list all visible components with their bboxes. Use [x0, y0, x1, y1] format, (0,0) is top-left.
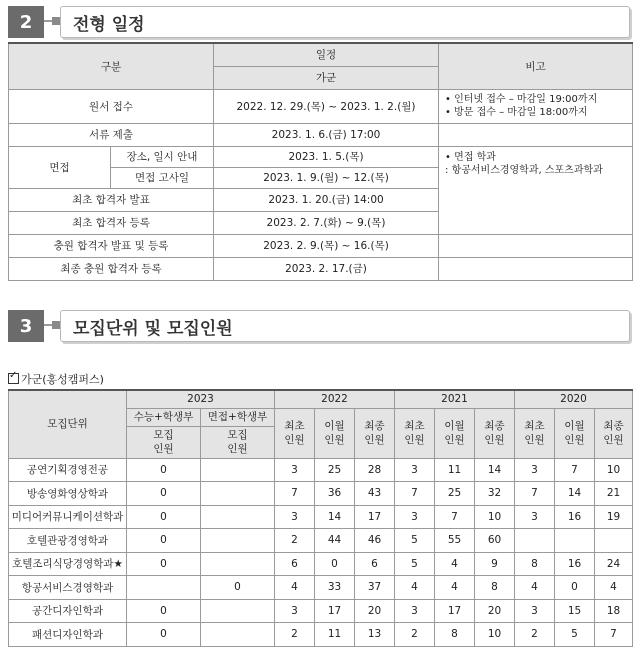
value-cell: 17: [315, 599, 355, 623]
table-row: [9, 123, 633, 146]
col-campus: 가군: [214, 66, 439, 89]
value-cell: 32: [475, 482, 515, 506]
value-cell: 7: [595, 623, 633, 647]
value-cell: 25: [315, 458, 355, 482]
col-schedule: 일정: [214, 43, 439, 66]
value-cell: 17: [355, 505, 395, 529]
value-cell: 11: [315, 623, 355, 647]
value-cell: 0: [127, 529, 201, 553]
row-label: 원서 접수: [9, 89, 214, 123]
value-cell: 7: [435, 505, 475, 529]
value-cell: 46: [355, 529, 395, 553]
col-final: 최종 인원: [475, 408, 515, 458]
value-cell: 0: [315, 552, 355, 576]
value-cell: 3: [395, 458, 435, 482]
row-date: 2023. 1. 6.(금) 17:00: [214, 123, 439, 146]
section-number: 3: [8, 310, 44, 342]
note-application: [439, 89, 633, 123]
value-cell: 60: [475, 529, 515, 553]
value-cell: 0: [127, 458, 201, 482]
table-row: [9, 623, 633, 647]
value-cell: 7: [515, 482, 555, 506]
section-title: 전형 일정: [60, 6, 630, 38]
value-cell: 28: [355, 458, 395, 482]
row-date: 2023. 1. 5.(목): [214, 146, 439, 167]
value-cell: [201, 599, 275, 623]
value-cell: 4: [515, 576, 555, 600]
value-cell: [201, 552, 275, 576]
value-cell: 43: [355, 482, 395, 506]
row-label: 최초 합격자 발표: [9, 188, 214, 211]
value-cell: 4: [275, 576, 315, 600]
value-cell: 4: [595, 576, 633, 600]
value-cell: 3: [275, 505, 315, 529]
section-3-header: [8, 310, 630, 342]
table-row: [9, 234, 633, 257]
col-transfer: 이월 인원: [555, 408, 595, 458]
row-label: 최초 합격자 등록: [9, 211, 214, 234]
col-2020: 2020: [515, 390, 633, 408]
value-cell: 13: [355, 623, 395, 647]
value-cell: [515, 529, 555, 553]
row-label: 서류 제출: [9, 123, 214, 146]
value-cell: 2: [395, 623, 435, 647]
value-cell: 20: [475, 599, 515, 623]
note-interview: [439, 146, 633, 234]
value-cell: 2: [275, 529, 315, 553]
unit-name-cell: 방송영화영상학과: [9, 482, 127, 506]
value-cell: 5: [555, 623, 595, 647]
value-cell: 7: [555, 458, 595, 482]
row-label: 최종 충원 합격자 등록: [9, 257, 214, 280]
value-cell: 33: [315, 576, 355, 600]
row-date: 2023. 1. 20.(금) 14:00: [214, 188, 439, 211]
unit-name-cell: 호텔관광경영학과: [9, 529, 127, 553]
value-cell: 0: [127, 482, 201, 506]
unit-name-cell: 호텔조리식당경영학과★: [9, 552, 127, 576]
value-cell: 3: [395, 505, 435, 529]
value-cell: 5: [395, 529, 435, 553]
table-row: [9, 482, 633, 506]
section-2-header: [8, 6, 630, 38]
unit-name-cell: 항공서비스경영학과: [9, 576, 127, 600]
note-line: • 인터넷 접수 – 마감일 19:00까지: [445, 94, 598, 105]
value-cell: 10: [475, 623, 515, 647]
row-sublabel: 면접 고사일: [111, 167, 214, 188]
table-row: [9, 458, 633, 482]
value-cell: 14: [315, 505, 355, 529]
value-cell: 11: [435, 458, 475, 482]
value-cell: 4: [435, 576, 475, 600]
col-first: 최초 인원: [275, 408, 315, 458]
col-gubun: 구분: [9, 43, 214, 89]
col-2022: 2022: [275, 390, 395, 408]
value-cell: 14: [555, 482, 595, 506]
value-cell: 0: [201, 576, 275, 600]
table-row: [9, 552, 633, 576]
col-2023: 2023: [127, 390, 275, 408]
value-cell: 9: [475, 552, 515, 576]
note-empty: [439, 257, 633, 280]
col-unit: 모집단위: [9, 390, 127, 458]
table-row: [9, 505, 633, 529]
campus-label: [8, 371, 104, 387]
value-cell: 4: [395, 576, 435, 600]
table-row: [9, 599, 633, 623]
value-cell: 25: [435, 482, 475, 506]
value-cell: 8: [515, 552, 555, 576]
col-first: 최초 인원: [515, 408, 555, 458]
table-row: [9, 529, 633, 553]
unit-name-cell: 미디어커뮤니케이션학과: [9, 505, 127, 529]
value-cell: 19: [595, 505, 633, 529]
value-cell: 7: [395, 482, 435, 506]
row-date: 2023. 2. 7.(화) ~ 9.(목): [214, 211, 439, 234]
value-cell: 3: [275, 458, 315, 482]
value-cell: 10: [475, 505, 515, 529]
value-cell: 44: [315, 529, 355, 553]
table-row: [9, 89, 633, 123]
note-empty: [439, 123, 633, 146]
value-cell: [201, 529, 275, 553]
value-cell: 7: [275, 482, 315, 506]
value-cell: 2: [515, 623, 555, 647]
col-group-1: 수능+학생부: [127, 408, 201, 426]
value-cell: 16: [555, 552, 595, 576]
value-cell: 18: [595, 599, 633, 623]
checkbox-icon: [8, 373, 19, 384]
value-cell: 3: [515, 458, 555, 482]
value-cell: 24: [595, 552, 633, 576]
section-title: 모집단위 및 모집인원: [60, 310, 630, 342]
value-cell: 36: [315, 482, 355, 506]
value-cell: 0: [127, 599, 201, 623]
value-cell: 37: [355, 576, 395, 600]
value-cell: 8: [435, 623, 475, 647]
campus-label-text: 가군(홍성캠퍼스): [21, 373, 104, 386]
col-transfer: 이월 인원: [315, 408, 355, 458]
value-cell: 0: [127, 505, 201, 529]
col-group-2: 면접+학생부: [201, 408, 275, 426]
value-cell: 20: [355, 599, 395, 623]
row-date: 2023. 2. 17.(금): [214, 257, 439, 280]
note-line: : 항공서비스경영학과, 스포츠과학과: [445, 164, 603, 176]
col-transfer: 이월 인원: [435, 408, 475, 458]
row-date: 2023. 2. 9.(목) ~ 16.(목): [214, 234, 439, 257]
value-cell: 14: [475, 458, 515, 482]
value-cell: [201, 505, 275, 529]
col-recruit: 모집 인원: [201, 426, 275, 458]
note-line: • 면접 학과: [445, 151, 496, 163]
value-cell: 21: [595, 482, 633, 506]
value-cell: [201, 482, 275, 506]
value-cell: 3: [515, 505, 555, 529]
col-final: 최종 인원: [355, 408, 395, 458]
value-cell: 3: [515, 599, 555, 623]
unit-name-cell: 공간디자인학과: [9, 599, 127, 623]
row-sublabel: 장소, 일시 안내: [111, 146, 214, 167]
value-cell: 0: [127, 623, 201, 647]
value-cell: 8: [475, 576, 515, 600]
row-date: 2022. 12. 29.(목) ~ 2023. 1. 2.(월): [214, 89, 439, 123]
note-empty: [439, 234, 633, 257]
table-row: [9, 257, 633, 280]
value-cell: 3: [395, 599, 435, 623]
value-cell: [201, 623, 275, 647]
row-label: 면접: [9, 146, 111, 188]
value-cell: [595, 529, 633, 553]
col-note: 비고: [439, 43, 633, 89]
value-cell: 55: [435, 529, 475, 553]
value-cell: [201, 458, 275, 482]
row-label: 충원 합격자 발표 및 등록: [9, 234, 214, 257]
value-cell: 0: [127, 552, 201, 576]
unit-name-cell: 패션디자인학과: [9, 623, 127, 647]
value-cell: 0: [555, 576, 595, 600]
section-number: 2: [8, 6, 44, 38]
row-date: 2023. 1. 9.(월) ~ 12.(목): [214, 167, 439, 188]
col-recruit: 모집 인원: [127, 426, 201, 458]
value-cell: 6: [275, 552, 315, 576]
col-final: 최종 인원: [595, 408, 633, 458]
connector-dot: [52, 321, 60, 329]
value-cell: 10: [595, 458, 633, 482]
value-cell: 17: [435, 599, 475, 623]
value-cell: 5: [395, 552, 435, 576]
connector-dot: [52, 17, 60, 25]
col-first: 최초 인원: [395, 408, 435, 458]
unit-name-cell: 공연기획경영전공: [9, 458, 127, 482]
value-cell: [555, 529, 595, 553]
value-cell: 6: [355, 552, 395, 576]
value-cell: [127, 576, 201, 600]
recruitment-table: [8, 389, 633, 647]
col-2021: 2021: [395, 390, 515, 408]
value-cell: 4: [435, 552, 475, 576]
value-cell: 15: [555, 599, 595, 623]
value-cell: 16: [555, 505, 595, 529]
table-row: [9, 576, 633, 600]
value-cell: 3: [275, 599, 315, 623]
value-cell: 2: [275, 623, 315, 647]
note-line: • 방문 접수 – 마감일 18:00까지: [445, 107, 588, 118]
table-row: [9, 146, 633, 167]
schedule-table: [8, 42, 633, 281]
